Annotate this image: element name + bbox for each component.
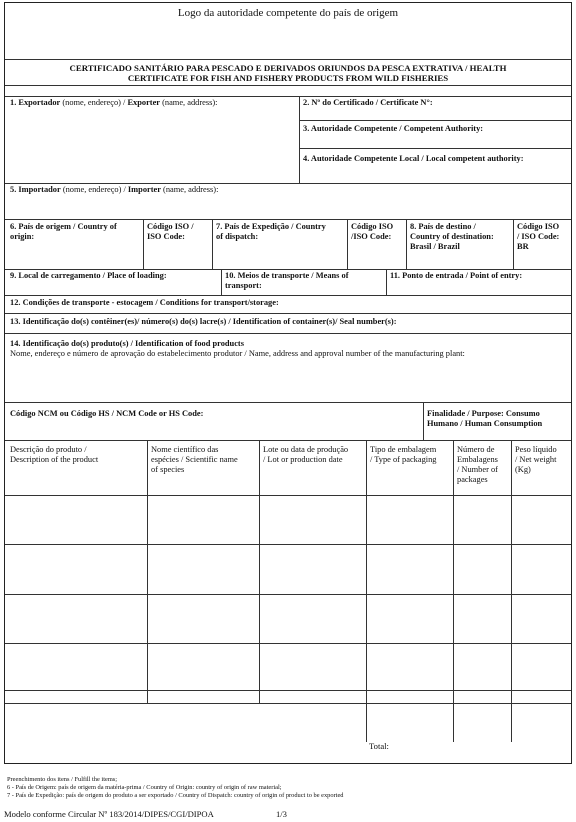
header-text: (Kg)	[515, 465, 531, 475]
header-text: / Net weight	[515, 455, 557, 465]
divider	[5, 219, 571, 220]
title-line-1: CERTIFICADO SANITÁRIO PARA PESCADO E DERIVADOS ORIUNDOS DA PESCA EXTRATIVA / HEALTH	[69, 63, 507, 73]
divider	[406, 219, 407, 269]
destination-label-2: Country of destination:	[410, 232, 494, 242]
divider	[5, 85, 571, 86]
divider	[513, 219, 514, 269]
dispatch-country-label-2: of dispatch:	[216, 232, 259, 242]
iso-code-label-2: ISO Code:	[147, 232, 185, 242]
header-text: of species	[151, 465, 185, 475]
container-id-field[interactable]: 13. Identificação do(s) contêiner(es)/ número(s) do(s) lacre(s) / Identification of container(s)/ Seal number(s):	[10, 317, 397, 326]
footnotes	[7, 776, 344, 800]
exporter-label-rest: (nome, endereço) /	[62, 98, 126, 107]
header-text: Tipo de embalagem	[370, 445, 437, 454]
iso-code-label: Código ISO	[517, 222, 560, 231]
iso-code-label: Código ISO /	[147, 222, 194, 231]
divider	[5, 402, 571, 403]
divider	[5, 59, 571, 60]
iso-code-value: BR	[517, 242, 529, 252]
header-description	[10, 445, 98, 465]
iso-code-dispatch-field[interactable]	[351, 222, 393, 242]
footnote-line: 6 - País de Origem: país de origem da matéria-prima / Country of Origin: country of origin of raw material;	[7, 784, 282, 791]
exporter-field[interactable]	[10, 98, 217, 108]
importer-label-en: Importer	[127, 185, 161, 194]
divider	[221, 269, 222, 295]
certificate-title	[15, 63, 561, 83]
food-products-title: 14. Identificação do(s) produto(s) / Identification of food products	[10, 339, 244, 348]
divider	[299, 96, 300, 183]
table-row[interactable]	[5, 595, 571, 643]
header-number-packages	[457, 445, 498, 485]
divider	[299, 148, 571, 149]
divider	[5, 703, 571, 704]
header-scientific-name	[151, 445, 238, 475]
divider	[5, 333, 571, 334]
iso-code-destination-field[interactable]	[517, 222, 559, 252]
divider	[5, 295, 571, 296]
iso-code-origin-field[interactable]	[147, 222, 194, 242]
divider	[212, 219, 213, 269]
certificate-form	[4, 2, 572, 764]
header-packaging	[370, 445, 436, 465]
header-text: Descrição do produto /	[10, 445, 87, 454]
purpose-label: Finalidade / Purpose: Consumo	[427, 409, 540, 418]
ncm-code-field[interactable]: Código NCM ou Código HS / NCM Code or HS Code:	[10, 409, 204, 418]
divider	[5, 96, 571, 97]
entry-point-field[interactable]: 11. Ponto de entrada / Point of entry:	[390, 271, 523, 280]
iso-code-label: Código ISO	[351, 222, 394, 231]
purpose-value: Humano / Human Consumption	[427, 419, 543, 429]
dispatch-country-label: 7. País de Expedição / Country	[216, 222, 326, 231]
header-text: Description of the product	[10, 455, 99, 465]
header-text: Embalagens	[457, 455, 498, 465]
divider	[347, 219, 348, 269]
logo-placeholder-text: Logo da autoridade competente do país de origem	[177, 7, 399, 19]
importer-field[interactable]	[10, 185, 218, 195]
importer-label: 5. Importador	[10, 185, 61, 194]
divider	[423, 402, 424, 440]
competent-authority-field[interactable]: 3. Autoridade Competente / Competent Authority:	[303, 124, 484, 133]
iso-code-label-2: / ISO Code:	[517, 232, 560, 242]
origin-country-label: 6. País de origem / Country of	[10, 222, 117, 231]
transport-means-label: 10. Meios de transporte / Means of	[225, 271, 349, 280]
exporter-label-en-rest: (name, address):	[162, 98, 218, 107]
title-line-2: CERTIFICATE FOR FISH AND FISHERY PRODUCTS FROM WILD FISHERIES	[127, 73, 449, 84]
origin-country-field[interactable]	[10, 222, 117, 242]
header-text: Nome científico das	[151, 445, 219, 454]
product-table	[5, 440, 571, 742]
footnote-line: Preenchimento dos itens / Fulfill the items;	[7, 776, 118, 783]
header-net-weight	[515, 445, 557, 475]
certificate-number-field[interactable]: 2. Nº do Certificado / Certificate N°:	[303, 98, 433, 107]
exporter-label: 1. Exportador	[10, 98, 61, 107]
divider	[5, 269, 571, 270]
destination-country-field[interactable]	[410, 222, 494, 252]
local-authority-field[interactable]: 4. Autoridade Competente Local / Local competent authority:	[303, 154, 524, 163]
destination-value: Brasil / Brazil	[410, 242, 460, 252]
table-row[interactable]	[5, 691, 571, 703]
exporter-label-en: Exporter	[127, 98, 161, 107]
transport-means-field[interactable]	[225, 271, 349, 291]
transport-means-label-2: transport:	[225, 281, 262, 291]
importer-label-rest: (nome, endereço) /	[62, 185, 126, 194]
divider	[5, 313, 571, 314]
header-text: Lote ou data de produção	[263, 445, 349, 454]
table-row[interactable]	[5, 644, 571, 690]
divider	[386, 269, 387, 295]
header-text: espécies / Scientific name	[151, 455, 238, 465]
divider	[143, 219, 144, 269]
origin-country-label-2: origin:	[10, 232, 35, 242]
header-text: Número de	[457, 445, 495, 454]
transport-conditions-field[interactable]: 12. Condições de transporte - estocagem / Conditions for transport/storage:	[10, 298, 279, 307]
model-reference: Modelo conforme Circular Nº 183/2014/DIPES/CGI/DIPOA	[4, 809, 214, 819]
importer-label-en-rest: (name, address):	[163, 185, 219, 194]
header-text: / Type of packaging	[370, 455, 437, 465]
destination-label: 8. País de destino /	[410, 222, 476, 231]
iso-code-label-2: /ISO Code:	[351, 232, 392, 242]
header-text: packages	[457, 475, 488, 485]
total-label-visible: Total:	[369, 741, 389, 751]
dispatch-country-field[interactable]	[216, 222, 326, 242]
header-lot	[263, 445, 348, 465]
header-text: / Number of	[457, 465, 498, 475]
table-row[interactable]	[5, 496, 571, 544]
table-row[interactable]	[5, 545, 571, 594]
manufacturing-plant-field[interactable]: Nome, endereço e número de aprovação do estabelecimento produtor / Name, address and approval number of the manufacturing plant:	[10, 349, 465, 358]
page-number: 1/3	[276, 809, 287, 819]
footnote-line: 7 - País de Expedição: país de origem do produto a ser exportado / Country of Dispatch: country of origin of product to be exported	[7, 792, 344, 799]
divider	[5, 183, 571, 184]
purpose-field[interactable]	[427, 409, 567, 429]
loading-place-field[interactable]: 9. Local de carregamento / Place of loading:	[10, 271, 167, 280]
header-text: / Lot or production date	[263, 455, 343, 465]
header-text: Peso líquido	[515, 445, 557, 454]
divider	[299, 120, 571, 121]
